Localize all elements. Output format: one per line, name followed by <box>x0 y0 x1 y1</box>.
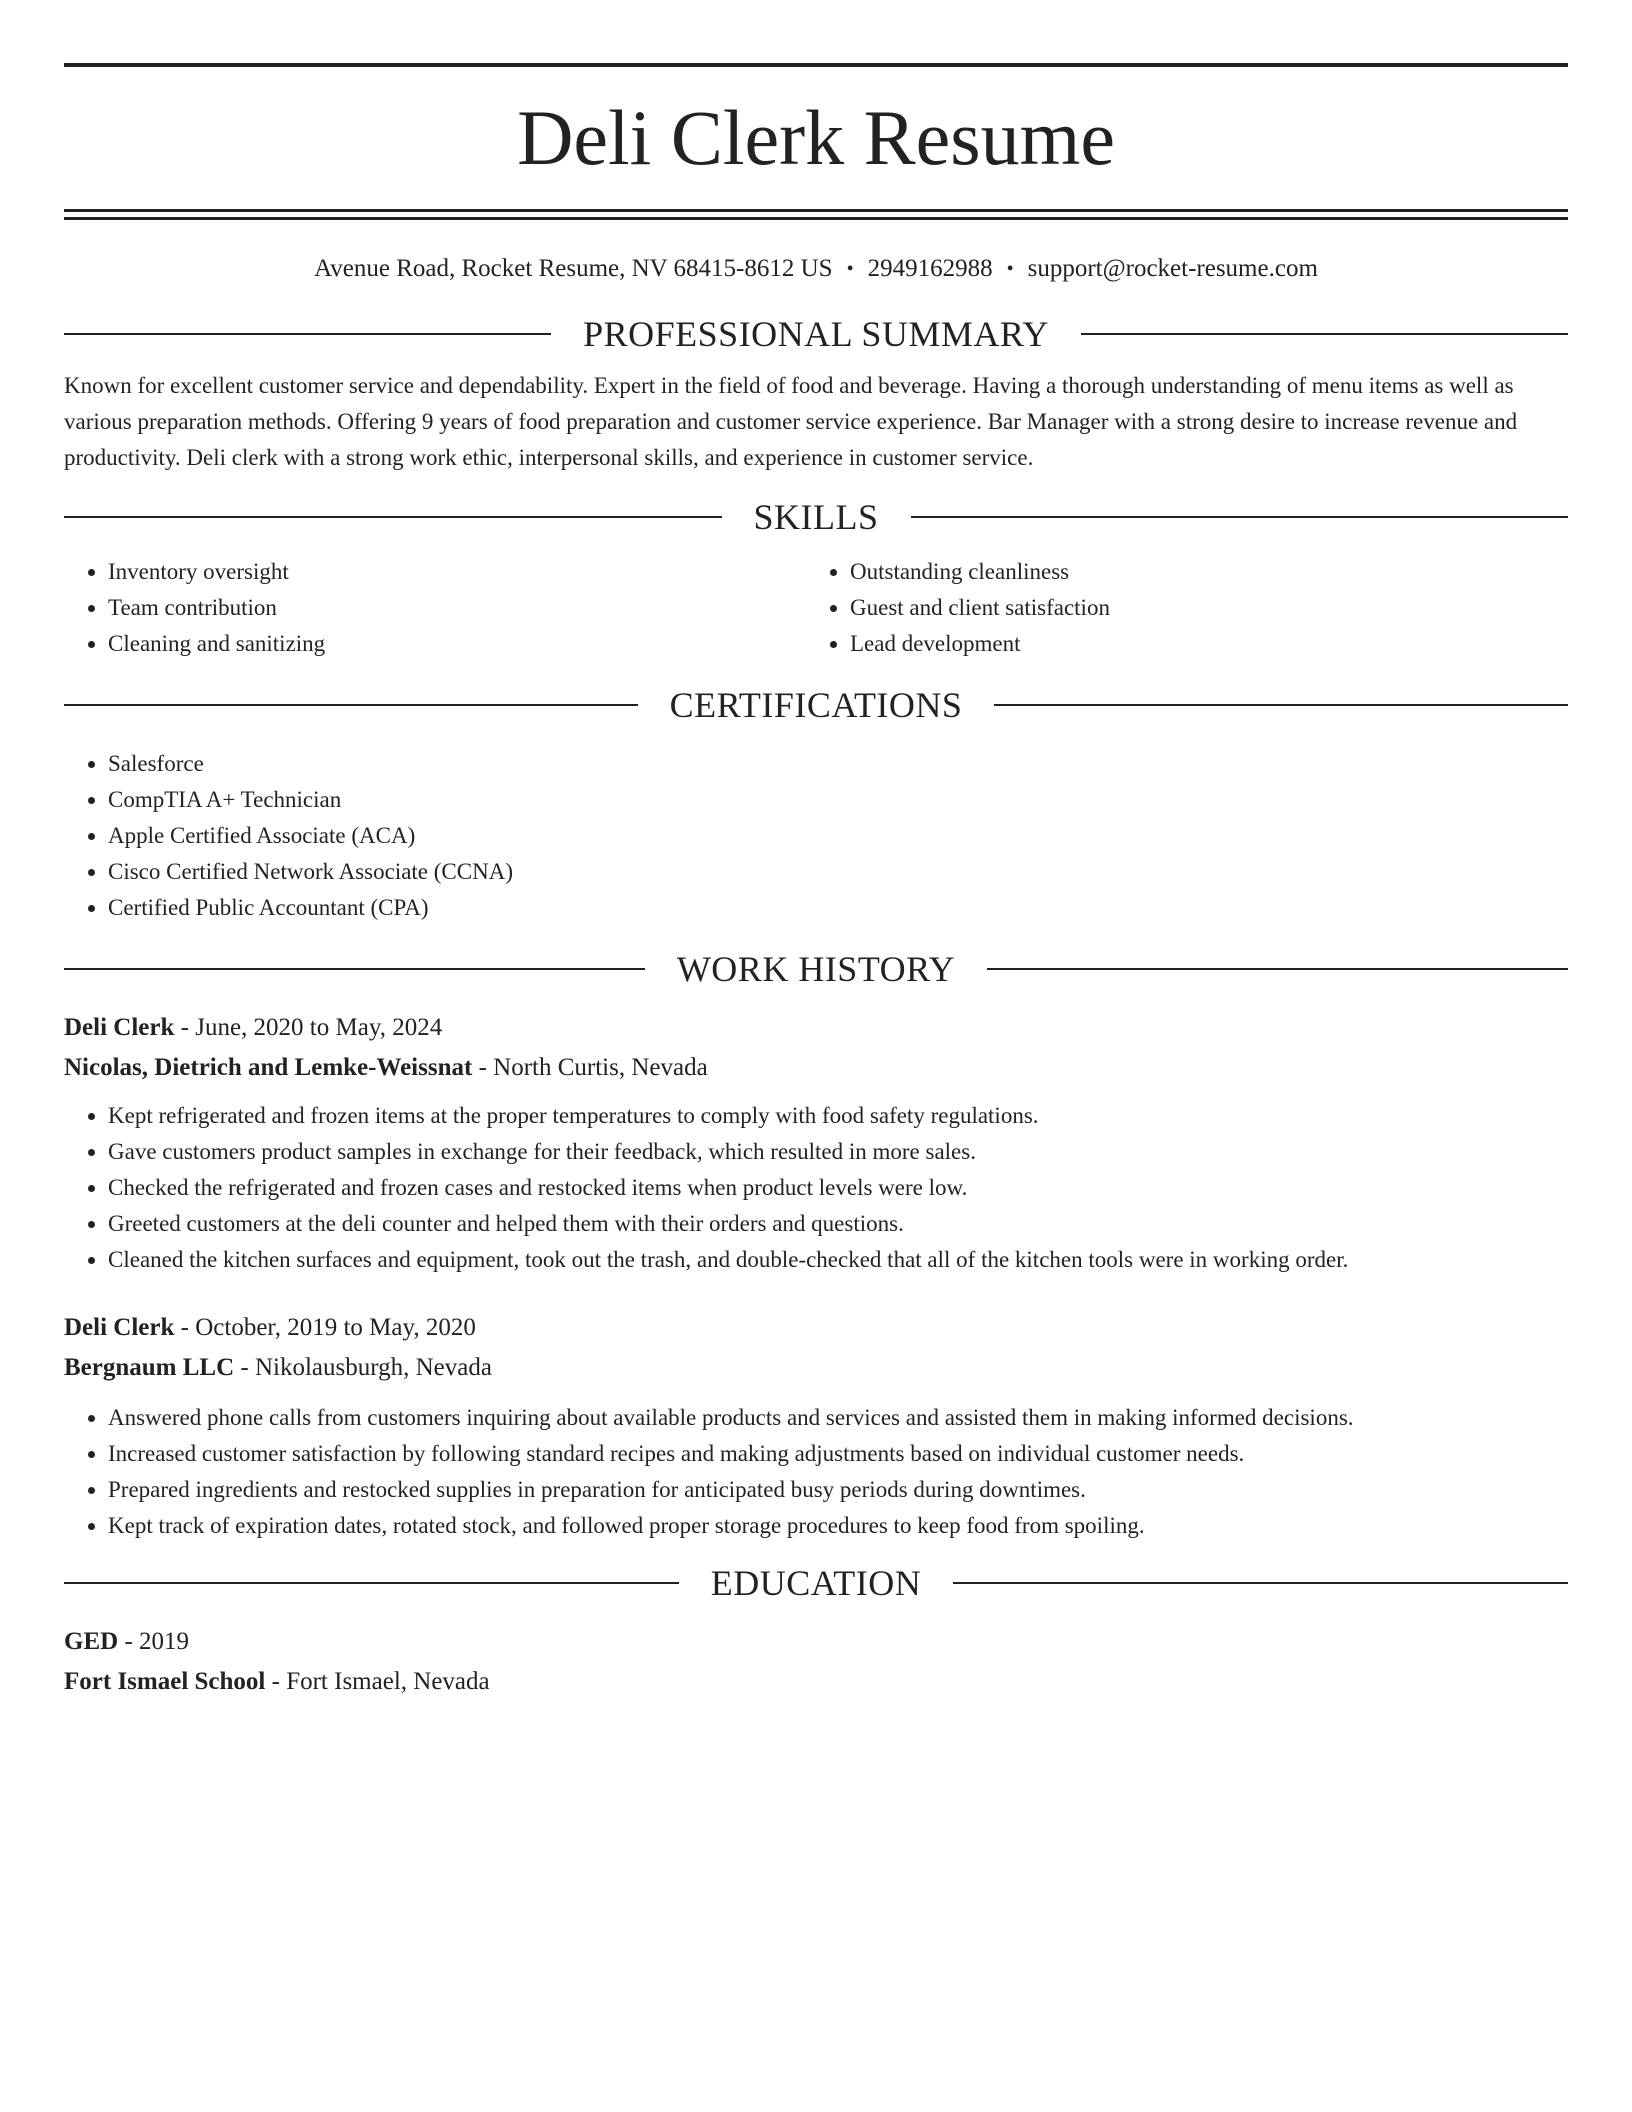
education-degree: GED <box>64 1628 119 1655</box>
certifications-heading-label: CERTIFICATIONS <box>669 685 963 725</box>
dash: - <box>180 1014 189 1041</box>
dash: - <box>478 1054 487 1081</box>
job-bullets <box>64 1400 1568 1544</box>
education-degree-line <box>64 1622 1568 1662</box>
summary-heading-label: PROFESSIONAL SUMMARY <box>583 314 1049 354</box>
job-bullet: • Increased customer satisfaction by following standard recipes and making adjustments based on individual customer needs. <box>108 1436 1568 1472</box>
certification-item: • Salesforce <box>108 746 1568 782</box>
contact-line <box>64 251 1568 287</box>
heading-rule-left <box>64 516 722 518</box>
heading-rule-right <box>994 704 1568 706</box>
job-title: Deli Clerk <box>64 1314 175 1341</box>
skill-item: • Outstanding cleanliness <box>850 554 1548 590</box>
job-title-line <box>64 1308 1568 1348</box>
job-location: Nikolausburgh, Nevada <box>254 1354 492 1381</box>
job-title-line <box>64 1008 1568 1048</box>
skills-heading <box>64 496 1568 538</box>
certification-item: • Certified Public Accountant (CPA) <box>108 890 1568 926</box>
education-heading-label: EDUCATION <box>710 1563 922 1603</box>
skills-list <box>64 554 1568 662</box>
contact-address: Avenue Road, Rocket Resume, NV 68415-8612 US <box>314 255 833 282</box>
skill-item: • Guest and client satisfaction <box>850 590 1548 626</box>
heading-rule-right <box>953 1582 1568 1584</box>
skill-item: • Team contribution <box>108 590 806 626</box>
job-bullet: • Greeted customers at the deli counter and helped them with their orders and questions. <box>108 1206 1568 1242</box>
work-history-heading-label: WORK HISTORY <box>676 949 956 989</box>
skills-column-left <box>64 554 806 662</box>
heading-rule-left <box>64 704 638 706</box>
job-company-line <box>64 1048 1568 1088</box>
job-bullet: • Answered phone calls from customers inquiring about available products and services and assisted them in making informed decisions. <box>108 1400 1568 1436</box>
heading-rule-left <box>64 968 645 970</box>
job-bullet: • Kept track of expiration dates, rotated stock, and followed proper storage procedures to keep food from spoiling. <box>108 1508 1568 1544</box>
education-heading <box>64 1562 1568 1604</box>
job-title: Deli Clerk <box>64 1014 175 1041</box>
resume-page <box>64 0 1568 1702</box>
summary-heading <box>64 313 1568 355</box>
job-bullets <box>64 1098 1568 1278</box>
certification-item: • Apple Certified Associate (ACA) <box>108 818 1568 854</box>
title-double-rule <box>64 209 1568 220</box>
education-year: 2019 <box>139 1628 190 1655</box>
dash: - <box>180 1314 189 1341</box>
job-entry <box>64 1308 1568 1544</box>
job-bullet: • Checked the refrigerated and frozen cases and restocked items when product levels were low. <box>108 1170 1568 1206</box>
job-dates: October, 2019 to May, 2020 <box>195 1314 476 1341</box>
contact-separator: • <box>846 258 854 280</box>
job-bullet: • Prepared ingredients and restocked supplies in preparation for anticipated busy periods during downtimes. <box>108 1472 1568 1508</box>
job-bullet: • Cleaned the kitchen surfaces and equipment, took out the trash, and double-checked that all of the kitchen tools were in working order. <box>108 1242 1568 1278</box>
job-bullet: • Kept refrigerated and frozen items at the proper temperatures to comply with food safety regulations. <box>108 1098 1568 1134</box>
skills-heading-label: SKILLS <box>753 497 879 537</box>
skill-item: • Lead development <box>850 626 1548 662</box>
dash: - <box>124 1628 133 1655</box>
skill-item: • Cleaning and sanitizing <box>108 626 806 662</box>
certification-item: • Cisco Certified Network Associate (CCNA) <box>108 854 1568 890</box>
dash: - <box>240 1354 249 1381</box>
dash: - <box>271 1668 280 1695</box>
skills-column-right <box>806 554 1548 662</box>
job-bullet: • Gave customers product samples in exchange for their feedback, which resulted in more sales. <box>108 1134 1568 1170</box>
heading-rule-left <box>64 333 551 335</box>
education-school-line <box>64 1662 1568 1702</box>
education-entry <box>64 1622 1568 1702</box>
contact-email[interactable]: support@rocket-resume.com <box>1027 255 1318 282</box>
job-company-line <box>64 1348 1568 1388</box>
heading-rule-right <box>911 516 1569 518</box>
job-entry <box>64 1008 1568 1278</box>
contact-phone[interactable]: 2949162988 <box>867 255 993 282</box>
certifications-list <box>64 746 1568 926</box>
certification-item: • CompTIA A+ Technician <box>108 782 1568 818</box>
job-company: Nicolas, Dietrich and Lemke-Weissnat <box>64 1054 473 1081</box>
summary-text: Known for excellent customer service and dependability. Expert in the field of food and beverage. Having a thorough understanding of menu items as well as various preparation methods. Offering 9 years of food preparation and customer service experience. Bar Manager with a strong desire to increase revenue and productivity. Deli clerk with a strong work ethic, interpersonal skills, and experience in customer service. <box>64 373 1518 470</box>
skill-item: • Inventory oversight <box>108 554 806 590</box>
job-dates: June, 2020 to May, 2024 <box>195 1014 443 1041</box>
education-location: Fort Ismael, Nevada <box>286 1668 490 1695</box>
certifications-heading <box>64 684 1568 726</box>
job-company: Bergnaum LLC <box>64 1354 235 1381</box>
heading-rule-right <box>1081 333 1568 335</box>
work-history-heading <box>64 948 1568 990</box>
heading-rule-left <box>64 1582 679 1584</box>
heading-rule-right <box>987 968 1568 970</box>
education-school: Fort Ismael School <box>64 1668 266 1695</box>
resume-title: Deli Clerk Resume <box>517 94 1115 181</box>
job-location: North Curtis, Nevada <box>493 1054 708 1081</box>
contact-separator: • <box>1006 258 1014 280</box>
